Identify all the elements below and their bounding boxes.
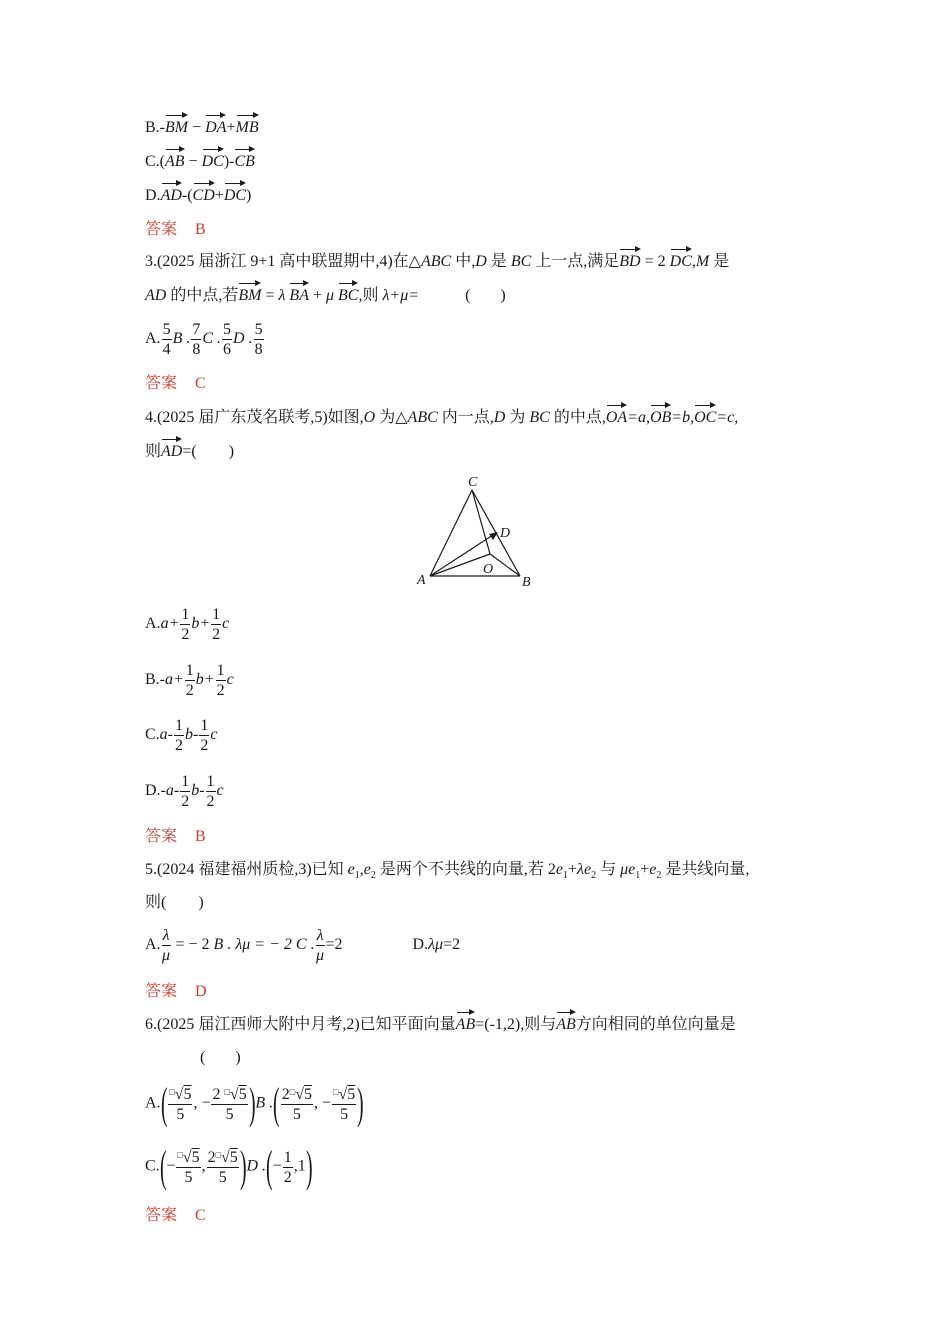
fraction: $\frac{^□√5}{5}$ [333,1085,356,1123]
q3-answer: 答案 C [145,375,206,392]
fraction: $\frac{5}{4}$ [162,321,171,358]
q3-stem-line1: 3.(2025 届浙江 9+1 高中联盟期中,4)在△ABC 中,D 是 BC 上一点,满足BD = 2 DC,M 是 [145,253,730,270]
q4-stem-line1: 4.(2025 届广东茂名联考,5)如图,O 为△ABC 内一点,D 为 BC 的中点,OA=a,OB=b,OC=c, [145,409,739,426]
segment-co [472,490,490,554]
label-d: D [500,526,511,541]
q2-option-c: C.(AB − DC)-CB [145,153,255,170]
fraction: $\frac{1}{2}$ [175,717,183,754]
fraction: $\frac{2^□√5}{5}$ [207,1148,238,1186]
label-b: B [522,575,531,590]
q6-stem-line2: ( ) [200,1049,241,1066]
fraction: $\frac{1}{2}$ [181,773,190,810]
fraction: $\frac{\lambda}{\mu}$ [316,927,325,964]
label-o: O [483,562,494,577]
q5-options: A. $\frac{\lambda}{\mu}$ = − 2 B . λμ = − 2 C . $\frac{\lambda}{\mu}$ =2 D.λμ=2 [145,927,461,964]
fraction: $\frac{1}{2}$ [206,773,215,810]
fraction: $\frac{^□√5}{5}$ [169,1085,192,1123]
fraction: $\frac{2 ^□√5}{5}$ [212,1085,247,1123]
q4-option-a: A.a+ $\frac{1}{2}$ b+ $\frac{1}{2}$ c [145,606,230,643]
triangle-figure [410,470,540,595]
q4-stem-line2: 则AD=( ) [145,443,235,460]
fraction: $\frac{^□√5}{5}$ [177,1148,200,1186]
fraction: $\frac{5}{6}$ [223,321,232,358]
q6-stem-line1: 6.(2025 届江西师大附中月考,2)已知平面向量AB=(-1,2),则与AB方向相同的单位向量是 [145,1016,736,1033]
root-5: □√5 [333,1085,356,1103]
root-5: 2□√5 [281,1085,312,1103]
fraction: $\frac{1}{2}$ [212,606,221,643]
q5-answer: 答案 D [145,983,207,1000]
q5-stem-line2: 则( ) [145,894,204,911]
q4-option-c: C.a- $\frac{1}{2}$ b- $\frac{1}{2}$ c [145,717,218,754]
q3-stem-line2: AD 的中点,若BM = λ BA + μ BC,则 λ+μ= ( ) [145,287,506,304]
q6-answer: 答案 C [145,1207,206,1224]
q2-answer: 答案 B [145,221,206,238]
fraction: $\frac{1}{2}$ [283,1148,292,1186]
fraction: $\frac{5}{8}$ [254,321,263,358]
fraction: $\frac{2^□√5}{5}$ [281,1085,312,1123]
q4-option-d: D.-a- $\frac{1}{2}$ b- $\frac{1}{2}$ c [145,773,224,810]
q3-options: A. $\frac{5}{4}$ B . $\frac{7}{8}$ C . $\frac{5}{6}$ D . $\frac{5}{8}$ [145,321,263,358]
arrow-head-icon [489,532,498,540]
fraction: $\frac{1}{2}$ [200,717,209,754]
fraction: $\frac{1}{2}$ [185,662,194,699]
label-c: C [468,475,478,490]
root-5: 2 □√5 [212,1085,247,1103]
segment-bo [490,554,520,576]
q2-option-d: D.AD-(CD+DC) [145,187,252,204]
q2-option-b: B.-BM − DA+MB [145,119,259,136]
root-5: □√5 [169,1085,192,1103]
root-5: □√5 [177,1148,200,1166]
fraction: $\frac{\lambda}{\mu}$ [162,927,171,964]
q6-options-ab: A.( $\frac{^□√5}{5}$ , − $\frac{2 ^□√5}{5}$ )B .( $\frac{2^□√5}{5}$ , − $\frac{^□√5}{5}$ ) [145,1079,364,1128]
fraction: $\frac{7}{8}$ [192,321,201,358]
q4-answer: 答案 B [145,828,206,845]
fraction: $\frac{1}{2}$ [181,606,190,643]
q5-stem-line1: 5.(2024 福建福州质检,3)已知 $e_1,e_2$ 是两个不共线的向量,若 $2e_1+\lambda e_2$ 与 $\mu e_1+e_2$ 是共线向量, [145,861,750,882]
root-5: 2□√5 [207,1148,238,1166]
q6-options-cd: C.(− $\frac{^□√5}{5}$ , $\frac{2^□√5}{5}$ )D .(− $\frac{1}{2}$ ,1) [145,1142,313,1191]
label-a: A [417,573,426,588]
fraction: $\frac{1}{2}$ [216,662,225,699]
q4-option-b: B.-a+ $\frac{1}{2}$ b+ $\frac{1}{2}$ c [145,662,234,699]
